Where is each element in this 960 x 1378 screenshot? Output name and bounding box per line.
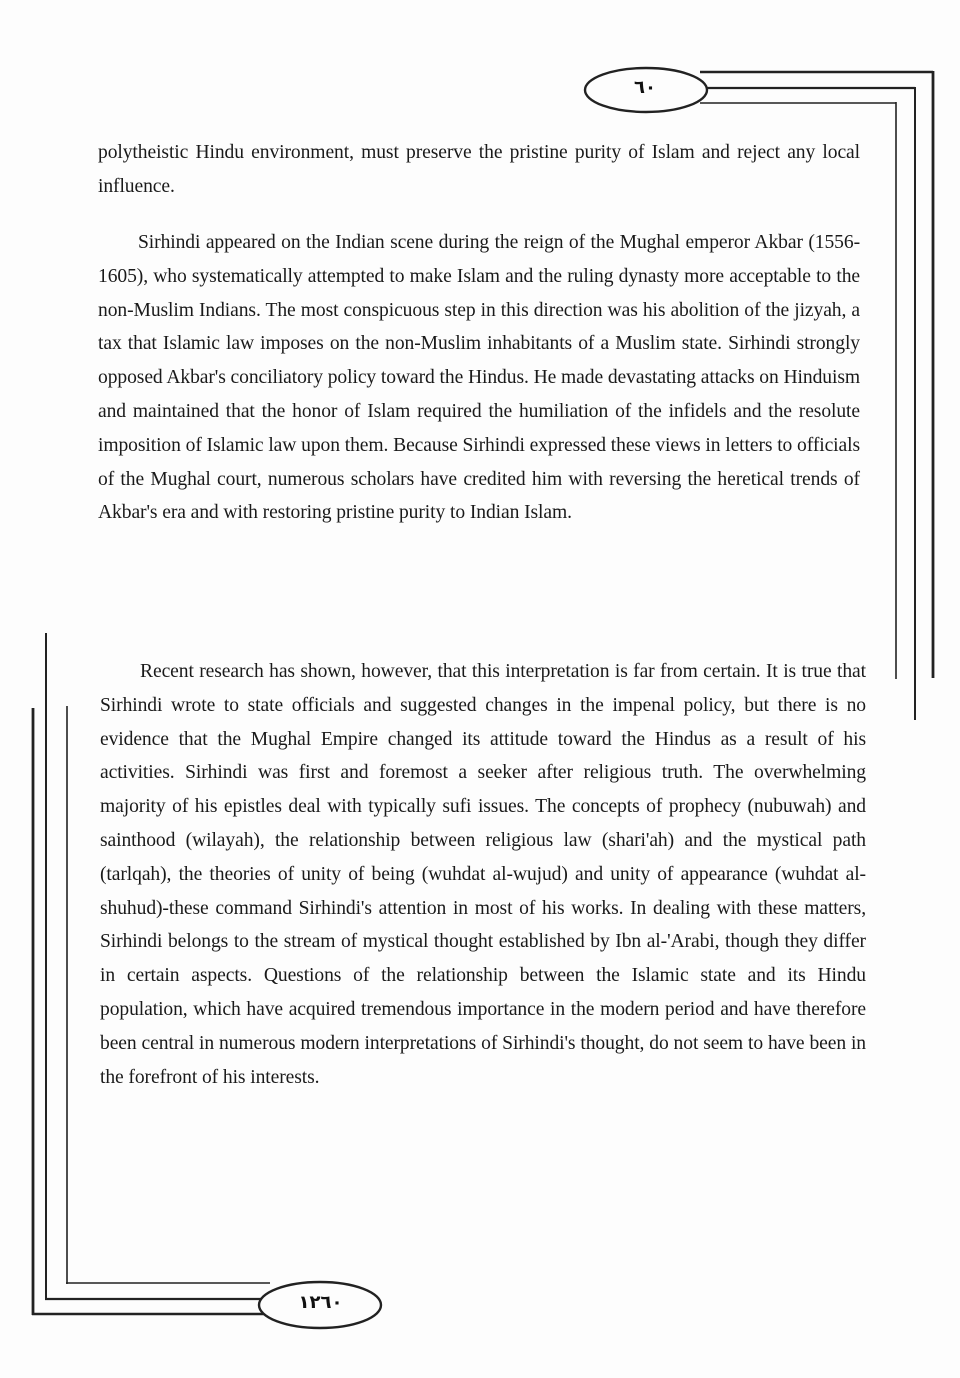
- paragraph-continued: polytheistic Hindu environment, must preserve the pristine purity of Islam and reject any local influence.: [98, 142, 860, 197]
- body-text-block-2: [98, 226, 860, 530]
- paragraph-sirhindi-akbar: Sirhindi appeared on the Indian scene during the reign of the Mughal emperor Akbar (1556-1605), who systematically attempted to make Islam and the ruling dynasty more acceptable to the non-Muslim Indians. The most conspicuous step in this direction was his abolition of the jizyah, a tax that Islamic law imposes on the non-Muslim inhabitants of a Muslim state. Sirhindi strongly opposed Akbar's conciliatory policy toward the Hindus. He made devastating attacks on Hinduism and maintained that the honor of Islam required the humiliation of the infidels and the resolute imposition of Islamic law upon them. Because Sirhindi expressed these views in letters to officials of the Mughal court, numerous scholars have credited him with reversing the heretical trends of Akbar's era and with restoring pristine purity to Indian Islam.: [98, 232, 860, 524]
- body-text-block-1: [98, 136, 860, 204]
- header-page-number: ٦٠: [634, 77, 656, 98]
- paragraph-recent-research: Recent research has shown, however, that this interpretation is far from certain. It is true that Sirhindi wrote to state officials and suggested changes in the impenal policy, but there is no evidence that the Mughal Empire changed its attitude toward the Hindus as a result of his activities. Sirhindi was first and foremost a seeker after religious truth. The overwhelming majority of his epistles deal with typically sufi issues. The concepts of prophecy (nubuwah) and sainthood (wilayah), the relationship between religious law (shari'ah) and the mystical path (tarlqah), the theories of unity of being (wuhdat al-wujud) and unity of appearance (wuhdat al-shuhud)-these command Sirhindi's attention in most of his works. In dealing with these matters, Sirhindi belongs to the stream of mystical thought established by Ibn al-'Arabi, though they differ in certain aspects. Questions of the relationship between the Islamic state and its Hindu population, which have acquired tremendous importance in the modern period and have therefore been central in numerous modern interpretations of Sirhindi's thought, do not seem to have been in the forefront of his interests.: [100, 661, 866, 1088]
- body-text-block-3: [100, 655, 866, 1094]
- footer-page-number: ١٢٦٠: [298, 1292, 343, 1313]
